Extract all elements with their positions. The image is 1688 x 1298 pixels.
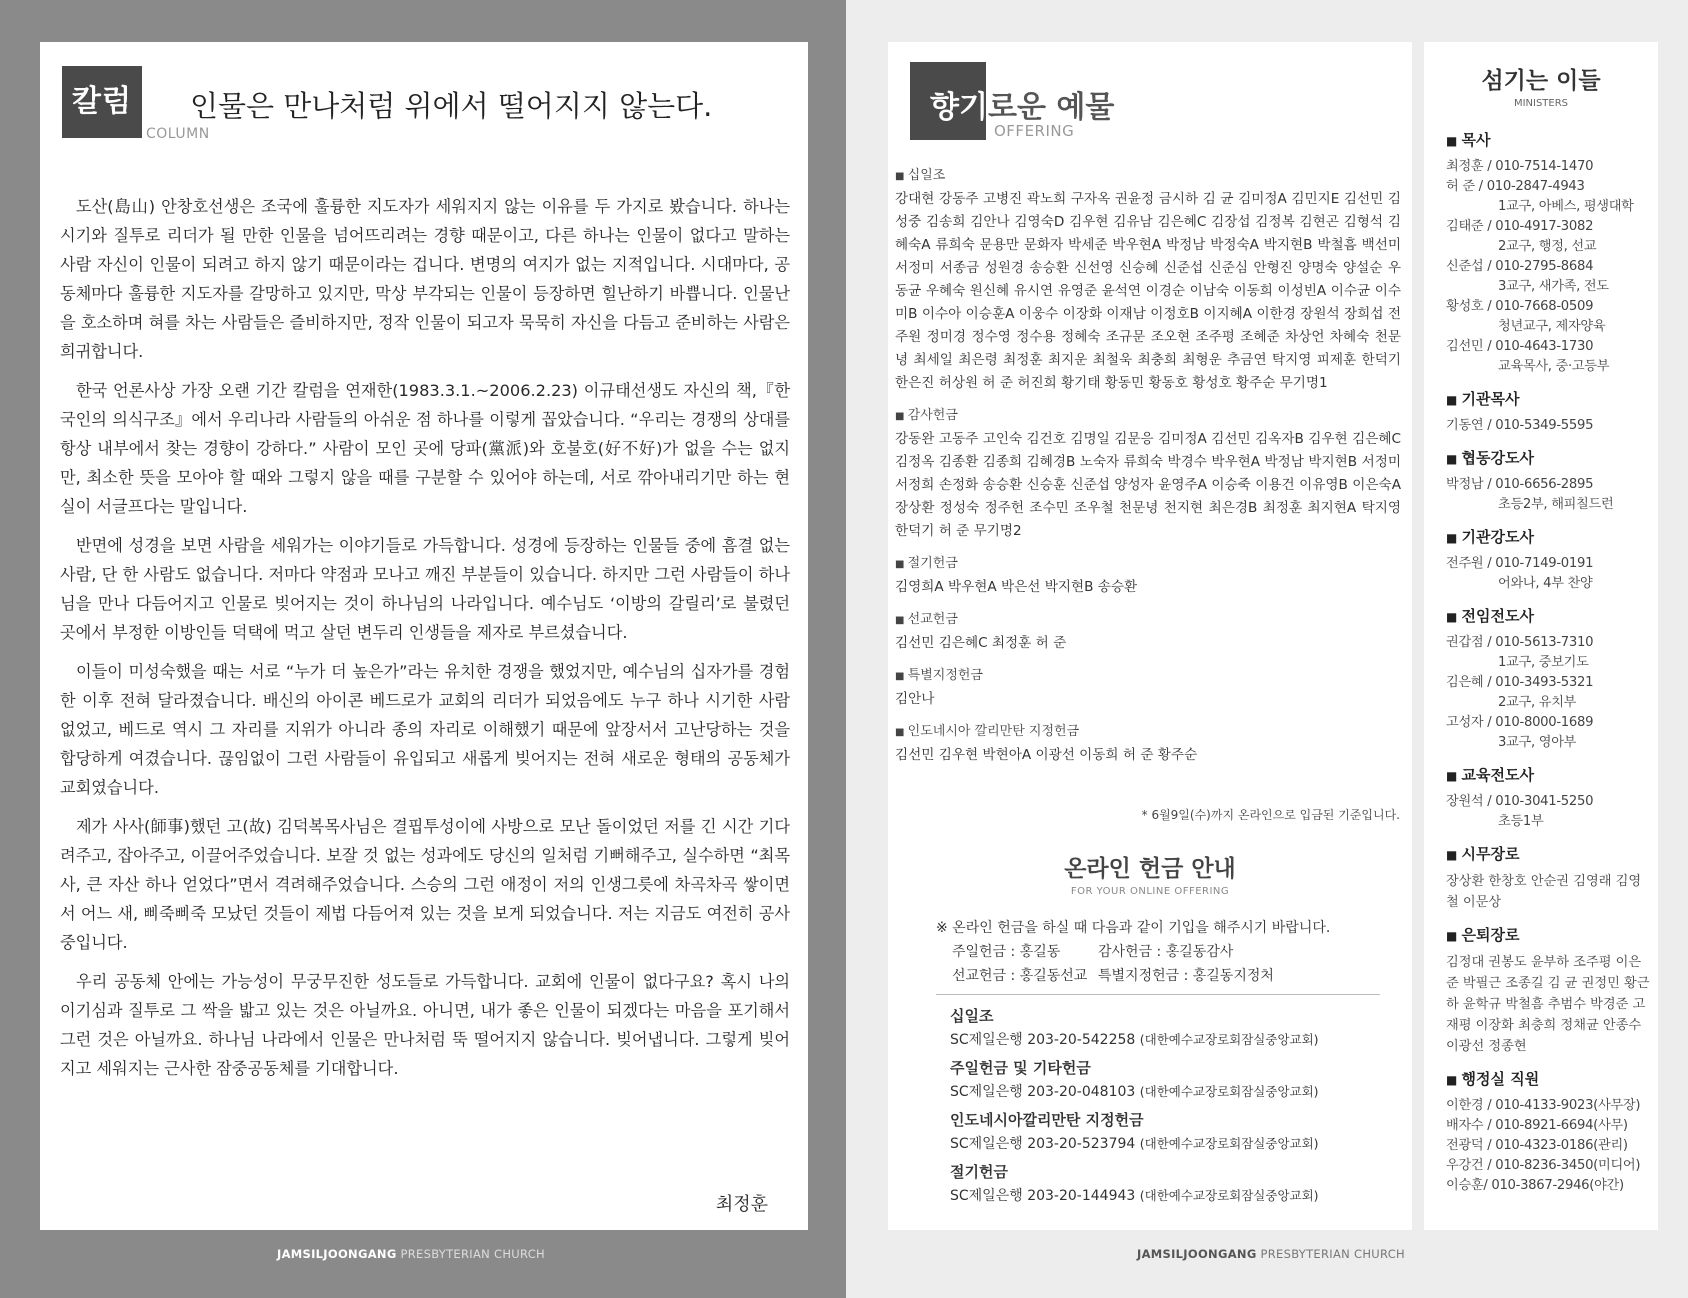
offering-section — [895, 664, 1401, 711]
bank-account — [950, 1056, 1319, 1104]
account-number-line — [950, 1132, 1319, 1156]
account-number: SC제일은행 203-20-542258 — [950, 1032, 1136, 1048]
account-number-line — [950, 1080, 1319, 1104]
column-paragraph: 우리 공동체 안에는 가능성이 무궁무진한 성도들로 가득합니다. 교회에 인물이 없다구요? 혹시 나의 이기심과 질투로 그 싹을 밟고 있는 것은 아닐까요. 아니면, 내가 좋은 인물이 되겠다는 마음을 포기해서 그런 것은 아닐까요. 하나님 나라에서 인물은 만나처럼 뚝 떨어지지 않습니다. 빚어냅니다. 그렇게 빚어지고 세워지는 근사한 잠중공동체를 기대합니다. — [60, 972, 790, 1078]
offering-section-head: ■ 선교헌금 — [895, 608, 1401, 632]
column-paragraph: 한국 언론사상 가장 오랜 기간 칼럼을 연재한(1983.3.1.~2006.2.23) 이규태선생도 자신의 책,『한국인의 의식구조』에서 우리나라 사람들의 아쉬운 점 하나를 이렇게 꼽았습니다. “우리는 경쟁의 상대를 항상 내부에서 찾는 경향이 강하다.” 사람이 모인 곳에 당파(黨派)와 호불호(好不好)가 없을 수는 없지만, 최소한 뜻을 모아야 할 때와 그렇지 않을 때를 구분할 수 있어야 하는데, 서로 깎아내리기만 하는 현실이 서글프다는 말입니다. — [60, 381, 790, 516]
minister-line: 김은혜 / 010-3493-5321 — [1446, 675, 1594, 690]
ministers-group-head: ■ 시무장로 — [1446, 844, 1652, 865]
offering-section — [895, 608, 1401, 655]
minister-line: 우강건 / 010-8236-3450(미디어) — [1446, 1158, 1641, 1173]
minister-line: 초등1부 — [1498, 814, 1544, 829]
ministers-group-head: ■ 은퇴장로 — [1446, 925, 1652, 946]
column-author: 최정훈 — [715, 1194, 768, 1215]
footer-church-bold: JAMSILJOONGANG — [1137, 1247, 1257, 1261]
offering-section — [895, 720, 1401, 767]
minister-line: 장원석 / 010-3041-5250 — [1446, 794, 1594, 809]
column-body — [60, 192, 790, 1093]
bank-account — [950, 1004, 1319, 1052]
minister-line: 김태준 / 010-4917-3082 — [1446, 219, 1594, 234]
account-name: 인도네시아깔리만탄 지정헌금 — [950, 1111, 1144, 1129]
footer-church-bold: JAMSILJOONGANG — [277, 1247, 397, 1261]
ministers-group-head: ■ 목사 — [1446, 130, 1652, 151]
account-number-line — [950, 1028, 1319, 1052]
account-name: 십일조 — [950, 1007, 994, 1025]
column-paragraph: 이들이 미성숙했을 때는 서로 “누가 더 높은가”라는 유치한 경쟁을 했었지만, 예수님의 십자가를 경험한 이후 전혀 달라졌습니다. 배신의 아이콘 베드로가 교회의 리더가 되었음에도 누구 하나 시기한 사람 없었고, 베드로 역시 그 자리를 지위가 아니라 종의 자리로 이해했기 때문에 앞장서서 고난당하는 것을 합당하게 여겼습니다. 끊임없이 그런 사람들이 유입되고 새롭게 빚어지는 전혀 새로운 형태의 공동체가 교회였습니다. — [60, 662, 790, 797]
minister-line: 전주원 / 010-7149-0191 — [1446, 556, 1594, 571]
offering-title-rest: 로운 예물 — [987, 90, 1115, 125]
offering-title — [930, 82, 1114, 126]
ministers-group-head: ■ 협동강도사 — [1446, 448, 1652, 469]
account-number: SC제일은행 203-20-523794 — [950, 1136, 1136, 1152]
account-holder: (대한예수교장로회잠실중앙교회) — [1139, 1188, 1319, 1203]
minister-line: 초등2부, 해피칠드런 — [1498, 497, 1614, 512]
offering-title-tag: 향기 — [930, 90, 988, 125]
column-title: 인물은 만나처럼 위에서 떨어지지 않는다. — [190, 89, 713, 123]
account-number-line — [950, 1184, 1319, 1208]
minister-line: 허 준 / 010-2847-4943 — [1446, 179, 1585, 194]
minister-line: 고성자 / 010-8000-1689 — [1446, 715, 1594, 730]
minister-line: 3교구, 새가족, 전도 — [1498, 279, 1609, 294]
offering-section-head: ■ 감사헌금 — [895, 404, 1401, 428]
minister-line: 어와나, 4부 찬양 — [1498, 576, 1593, 591]
online-example: 감사헌금 : 홍길동감사 — [1098, 944, 1234, 960]
account-number: SC제일은행 203-20-048103 — [950, 1084, 1136, 1100]
offering-section-head: ■ 십일조 — [895, 164, 1401, 188]
ministers-title: 섬기는 이들 — [1481, 68, 1601, 94]
bank-account — [950, 1108, 1319, 1156]
ministers-group-head: ■ 교육전도사 — [1446, 765, 1652, 786]
account-number: SC제일은행 203-20-144943 — [950, 1188, 1136, 1204]
account-name: 절기헌금 — [950, 1163, 1008, 1181]
minister-line: 2교구, 행정, 선교 — [1498, 239, 1597, 254]
minister-line: 3교구, 영아부 — [1498, 735, 1577, 750]
online-offering-instructions — [936, 916, 1330, 988]
offering-section-head: ■ 인도네시아 깔리만탄 지정헌금 — [895, 720, 1401, 744]
account-holder: (대한예수교장로회잠실중앙교회) — [1139, 1136, 1319, 1151]
offering-section-names: 김선민 김우현 박현아A 이광선 이동희 허 준 황주순 — [895, 747, 1198, 763]
offering-section-head: ■ 특별지정헌금 — [895, 664, 1401, 688]
ministers-group-head: ■ 행정실 직원 — [1446, 1069, 1652, 1090]
minister-line: 김선민 / 010-4643-1730 — [1446, 339, 1594, 354]
ministers-group-head: ■ 기관강도사 — [1446, 527, 1652, 548]
account-name: 주일헌금 및 기타헌금 — [950, 1059, 1091, 1077]
footer-church-rest: PRESBYTERIAN CHURCH — [396, 1247, 545, 1261]
minister-line: 1교구, 중보기도 — [1498, 655, 1589, 670]
offering-page — [888, 42, 1412, 1230]
footer-left — [277, 1247, 545, 1261]
column-paragraph: 반면에 성경을 보면 사람을 세워가는 이야기들로 가득합니다. 성경에 등장하는 인물들 중에 흠결 없는 사람, 단 한 사람도 없습니다. 저마다 약점과 모나고 깨진 부분들이 있습니다. 하지만 그런 사람들이 하나님을 만나 다듬어지고 인물로 빚어지는 것이 하나님의 나라입니다. 예수님도 ‘이방의 갈릴리’로 불렸던 곳에서 부정한 이방인들 덕택에 먹고 살던 변두리 인생들을 제자로 부르셨습니다. — [60, 536, 790, 642]
minister-line: 이승훈/ 010-3867-2946(야간) — [1446, 1178, 1624, 1193]
minister-line: 교육목사, 중·고등부 — [1498, 359, 1610, 374]
minister-line: 최정훈 / 010-7514-1470 — [1446, 159, 1594, 174]
footer-church-rest: PRESBYTERIAN CHURCH — [1256, 1247, 1405, 1261]
online-example-row — [936, 940, 1330, 964]
online-example-row — [936, 964, 1330, 988]
bank-account — [950, 1160, 1319, 1208]
offering-section-names: 김안나 — [895, 691, 935, 707]
offering-note: * 6월9일(수)까지 온라인으로 입금된 기준입니다. — [1141, 808, 1400, 822]
offering-section-head: ■ 절기헌금 — [895, 552, 1401, 576]
online-instruction: ※ 온라인 헌금을 하실 때 다음과 같이 기입을 해주시기 바랍니다. — [936, 920, 1331, 936]
minister-line: 배자수 / 010-8921-6694(사무) — [1446, 1118, 1628, 1133]
ministers-group-head: ■ 기관목사 — [1446, 389, 1652, 410]
online-example: 주일헌금 : 홍길동 — [952, 944, 1061, 960]
offering-list — [895, 164, 1401, 776]
ministers-group-head: ■ 전임전도사 — [1446, 606, 1652, 627]
minister-line: 전광덕 / 010-4323-0186(관리) — [1446, 1138, 1628, 1153]
offering-section-names: 김영희A 박우현A 박은선 박지현B 송승환 — [895, 579, 1138, 595]
column-paragraph: 도산(島山) 안창호선생은 조국에 훌륭한 지도자가 세워지지 않는 이유를 두 가지로 봤습니다. 하나는 시기와 질투로 리더가 될 만한 인물을 넘어뜨리려는 경향 때문이고, 다른 하나는 인물이 없다고 말하는 사람 자신이 인물이 되려고 하지 않기 때문이라는 겁니다. 변명의 여지가 없는 지적입니다. 시대마다, 공동체마다 훌륭한 지도자를 갈망하고 있지만, 막상 부각되는 인물이 등장하면 힐난하기 바쁩니다. 인물난을 호소하며 혀를 차는 사람들은 즐비하지만, 정작 인물이 되고자 묵묵히 자신을 다듬고 준비하는 사람은 희귀합니다. — [60, 197, 790, 361]
account-holder: (대한예수교장로회잠실중앙교회) — [1139, 1032, 1319, 1047]
offering-section-names: 강동완 고동주 고인숙 김건호 김명일 김문응 김미정A 김선민 김옥자B 김우현 김은혜C 김정옥 김종환 김종희 김혜경B 노숙자 류희숙 박경수 박우현A 박정남 박지현B 서정미 서정희 손정화 송승환 신승훈 신준섭 양성자 윤영주A 이승죽 이용건 이유영B 이은숙A 장상환 정성숙 정주헌 조수민 조우철 천문녕 천지현 최은경B 최정훈 최지현A 탁지영 한덕기 허 준 무기명2 — [895, 431, 1401, 539]
minister-line: 기동연 / 010-5349-5595 — [1446, 418, 1594, 433]
offering-section — [895, 404, 1401, 543]
column-subtitle: COLUMN — [146, 126, 210, 142]
column-page — [40, 42, 808, 1230]
minister-line: 장상환 한창호 안순권 김영래 김영철 이문상 — [1446, 874, 1642, 910]
column-paragraph: 제가 사사(師事)했던 고(故) 김덕복목사님은 결핍투성이에 사방으로 모난 돌이었던 저를 긴 시간 기다려주고, 잡아주고, 이끌어주었습니다. 보잘 것 없는 성과에도 당신의 일처럼 기뻐해주고, 실수하면 “최목사, 큰 자산 하나 얻었다”면서 격려해주었습니다. 스승의 그런 애정이 저의 인생그릇에 차곡차곡 쌓이면서 어느 새, 삐죽삐죽 모났던 것들이 제법 다듬어져 있는 것을 보게 되었습니다. 저는 지금도 여전히 공사 중입니다. — [60, 817, 790, 952]
minister-line: 신준섭 / 010-2795-8684 — [1446, 259, 1594, 274]
minister-line: 청년교구, 제자양육 — [1498, 319, 1606, 334]
minister-line: 이한경 / 010-4133-9023(사무장) — [1446, 1098, 1641, 1113]
account-holder: (대한예수교장로회잠실중앙교회) — [1139, 1084, 1319, 1099]
offering-section-names: 김선민 김은혜C 최정훈 허 준 — [895, 635, 1067, 651]
footer-right — [1137, 1247, 1405, 1261]
ministers-subtitle: MINISTERS — [1513, 98, 1569, 109]
column-tag: 칼럼 — [62, 66, 142, 138]
online-example: 선교헌금 : 홍길동선교 — [952, 968, 1088, 984]
minister-line: 박정남 / 010-6656-2895 — [1446, 477, 1594, 492]
ministers-list — [1446, 118, 1652, 1196]
offering-section — [895, 552, 1401, 599]
bank-accounts — [950, 1004, 1319, 1212]
minister-line: 황성호 / 010-7668-0509 — [1446, 299, 1594, 314]
minister-line: 1교구, 아베스, 평생대학 — [1498, 199, 1634, 214]
minister-line: 2교구, 유치부 — [1498, 695, 1577, 710]
online-offering-subtitle: FOR YOUR ONLINE OFFERING — [1070, 886, 1230, 897]
offering-subtitle: OFFERING — [994, 122, 1075, 140]
offering-section — [895, 164, 1401, 395]
ministers-page — [1424, 42, 1658, 1230]
offering-section-names: 강대현 강동주 고병진 곽노희 구자옥 권윤정 금시하 김 균 김미정A 김민지E 김선민 김성중 김송희 김안나 김영숙D 김우현 김유남 김은혜C 김장섭 김정복 김현곤 김형석 김혜숙A 류희숙 문용만 문화자 박세준 박우현A 박정남 박정숙A 박지현B 박철흠 백선미 서정미 서종금 성원경 송승환 신선영 신승혜 신준섭 신준심 안형진 양명숙 양설순 우동균 우혜숙 원신혜 유시연 유영준 윤석연 이경순 이남숙 이동희 이성빈A 이수균 이수미B 이수아 이승훈A 이웅수 이장화 이재남 이정호B 이지혜A 이한경 장원석 장희섭 전주원 정미경 정수영 정수용 정혜숙 조규문 조오현 조주평 조혜준 차상언 차혜숙 천문녕 최세일 최은령 최정훈 최지운 최철욱 최충희 최형운 추금연 탁지영 피제훈 한덕기 한은진 허상원 허 준 허진희 황기태 황동민 황동호 황성호 황주순 무기명1 — [895, 191, 1401, 391]
minister-line: 김정대 권봉도 윤부하 조주평 이은준 박필근 조종길 김 균 권정민 황근하 윤학규 박철흠 추범수 박경준 고재평 이장화 최충희 정채균 안종수 이광선 정종현 — [1446, 955, 1650, 1054]
online-divider — [936, 994, 1380, 995]
online-offering-title: 온라인 헌금 안내 — [1064, 856, 1236, 882]
online-example: 특별지정헌금 : 홍길동지정처 — [1098, 968, 1274, 984]
minister-line: 권갑점 / 010-5613-7310 — [1446, 635, 1594, 650]
